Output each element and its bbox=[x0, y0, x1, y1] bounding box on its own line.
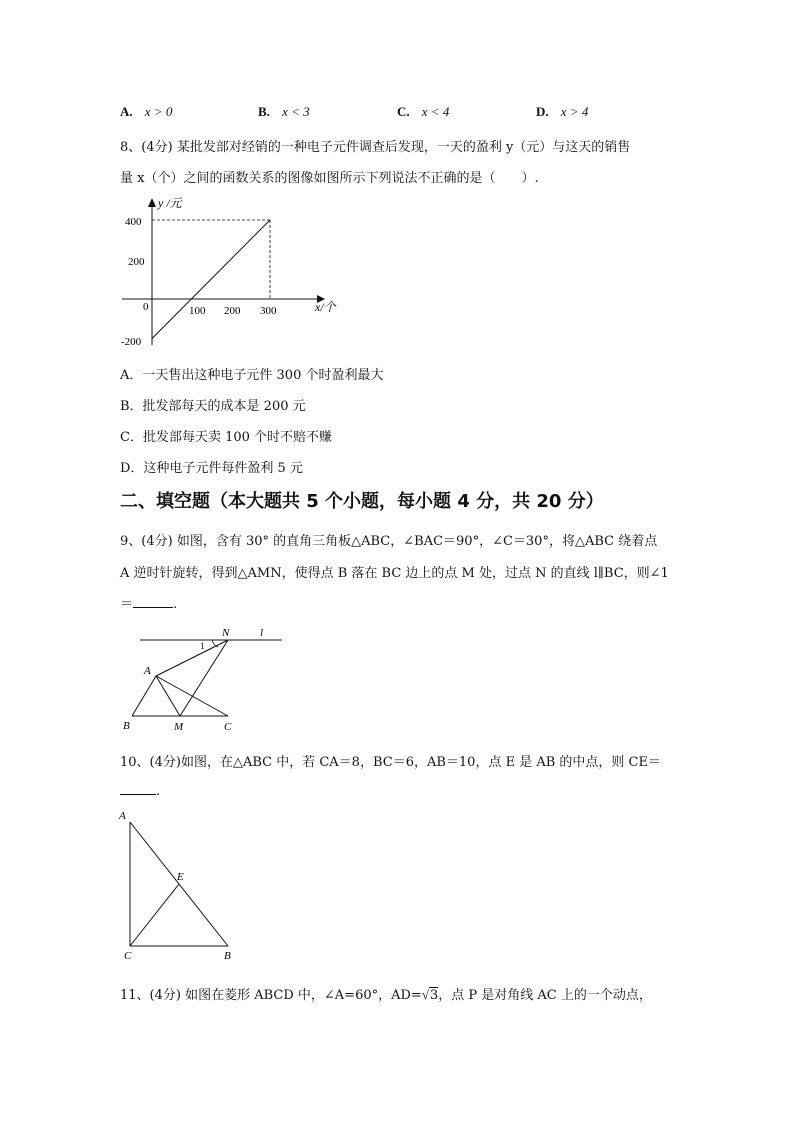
origin-label: 0 bbox=[143, 301, 149, 313]
label-n: N bbox=[222, 627, 230, 639]
q7-option-a bbox=[120, 104, 172, 120]
segment-ce bbox=[130, 884, 179, 946]
q10-stem-line1: 10、(4分)如图，在△ABC 中，若 CA＝8，BC＝6，AB＝10，点 E 是 AB 的中点，则 CE＝ bbox=[120, 755, 661, 770]
segment-am bbox=[156, 676, 180, 716]
option-letter: D. bbox=[536, 104, 549, 119]
q11-stem-line1 bbox=[120, 984, 652, 1003]
label-c: C bbox=[224, 721, 232, 733]
x-tick-100: 100 bbox=[189, 305, 206, 317]
q10-stem-line2 bbox=[120, 782, 160, 799]
label-e: E bbox=[177, 871, 184, 883]
y-axis-arrow-icon bbox=[148, 198, 156, 207]
option-letter: A. bbox=[120, 104, 133, 119]
label-a: A bbox=[144, 665, 151, 677]
segment-ac bbox=[156, 676, 228, 716]
sqrt-radicand: 3 bbox=[429, 988, 439, 1003]
period: . bbox=[173, 597, 178, 612]
option-expr: x < 4 bbox=[421, 104, 450, 119]
label-l: l bbox=[260, 627, 264, 639]
period: . bbox=[156, 784, 161, 799]
q11-stem-suffix: ，点 P 是对角线 AC 上的一个动点， bbox=[438, 988, 652, 1003]
label-c: C bbox=[124, 950, 132, 962]
q8-stem-line2: 量 x（个）之间的函数关系的图像如图所示下列说法不正确的是（ ）. bbox=[120, 171, 539, 186]
q11-stem-prefix: 11、(4分) 如图在菱形 ABCD 中，∠A=60°，AD= bbox=[120, 988, 422, 1003]
equals-sign: ＝ bbox=[120, 597, 134, 612]
section-2-title: 二、填空题（本大题共 5 个小题，每小题 4 分，共 20 分） bbox=[120, 491, 604, 512]
label-b: B bbox=[224, 950, 231, 962]
option-letter: B. bbox=[258, 104, 270, 119]
q8-option-c: C．批发部每天卖 100 个时不赔不赚 bbox=[120, 430, 333, 445]
label-b: B bbox=[123, 720, 130, 732]
x-tick-200: 200 bbox=[224, 305, 241, 317]
x-tick-300: 300 bbox=[260, 305, 277, 317]
q9-stem-line1: 9、(4分) 如图，含有 30° 的直角三角板△ABC，∠BAC＝90°，∠C＝30°，将△ABC 绕着点 bbox=[120, 534, 658, 549]
answer-blank bbox=[133, 595, 173, 608]
q8-stem-line1: 8、(4分) 某批发部对经销的一种电子元件调查后发现，一天的盈利 y（元）与这天的销售 bbox=[120, 140, 631, 155]
segment-mn bbox=[180, 640, 228, 716]
label-a: A bbox=[119, 810, 126, 822]
q9-stem-line3 bbox=[120, 593, 177, 612]
y-tick-400: 400 bbox=[125, 216, 142, 228]
q8-option-d: D．这种电子元件每件盈利 5 元 bbox=[120, 461, 303, 476]
y-axis-label: y /元 bbox=[158, 196, 182, 210]
series-line bbox=[152, 220, 270, 339]
y-tick-neg200: -200 bbox=[121, 336, 142, 348]
option-letter: C. bbox=[397, 104, 410, 119]
sqrt-symbol: √ bbox=[421, 987, 429, 1002]
answer-blank bbox=[120, 782, 156, 795]
segment-ab bbox=[132, 676, 156, 716]
option-expr: x > 0 bbox=[144, 104, 173, 119]
q8-option-a: A．一天售出这种电子元件 300 个时盈利最大 bbox=[120, 368, 384, 383]
q7-option-b bbox=[258, 104, 310, 120]
q7-option-c bbox=[397, 104, 449, 120]
y-tick-200: 200 bbox=[128, 256, 145, 268]
q8-chart bbox=[112, 193, 352, 353]
q9-figure bbox=[118, 620, 288, 736]
option-expr: x > 4 bbox=[560, 104, 589, 119]
q10-figure bbox=[114, 806, 244, 966]
q7-option-d bbox=[536, 104, 588, 120]
q8-option-b: B．批发部每天的成本是 200 元 bbox=[120, 399, 306, 414]
option-expr: x < 3 bbox=[282, 104, 310, 119]
label-angle-1: 1 bbox=[200, 641, 205, 651]
label-m: M bbox=[174, 721, 184, 733]
x-axis-label: x/个 bbox=[315, 300, 336, 314]
q9-stem-line2: A 逆时针旋转，得到△AMN，使得点 B 落在 BC 边上的点 M 处，过点 N 的直线 l∥BC，则∠1 bbox=[120, 566, 669, 581]
